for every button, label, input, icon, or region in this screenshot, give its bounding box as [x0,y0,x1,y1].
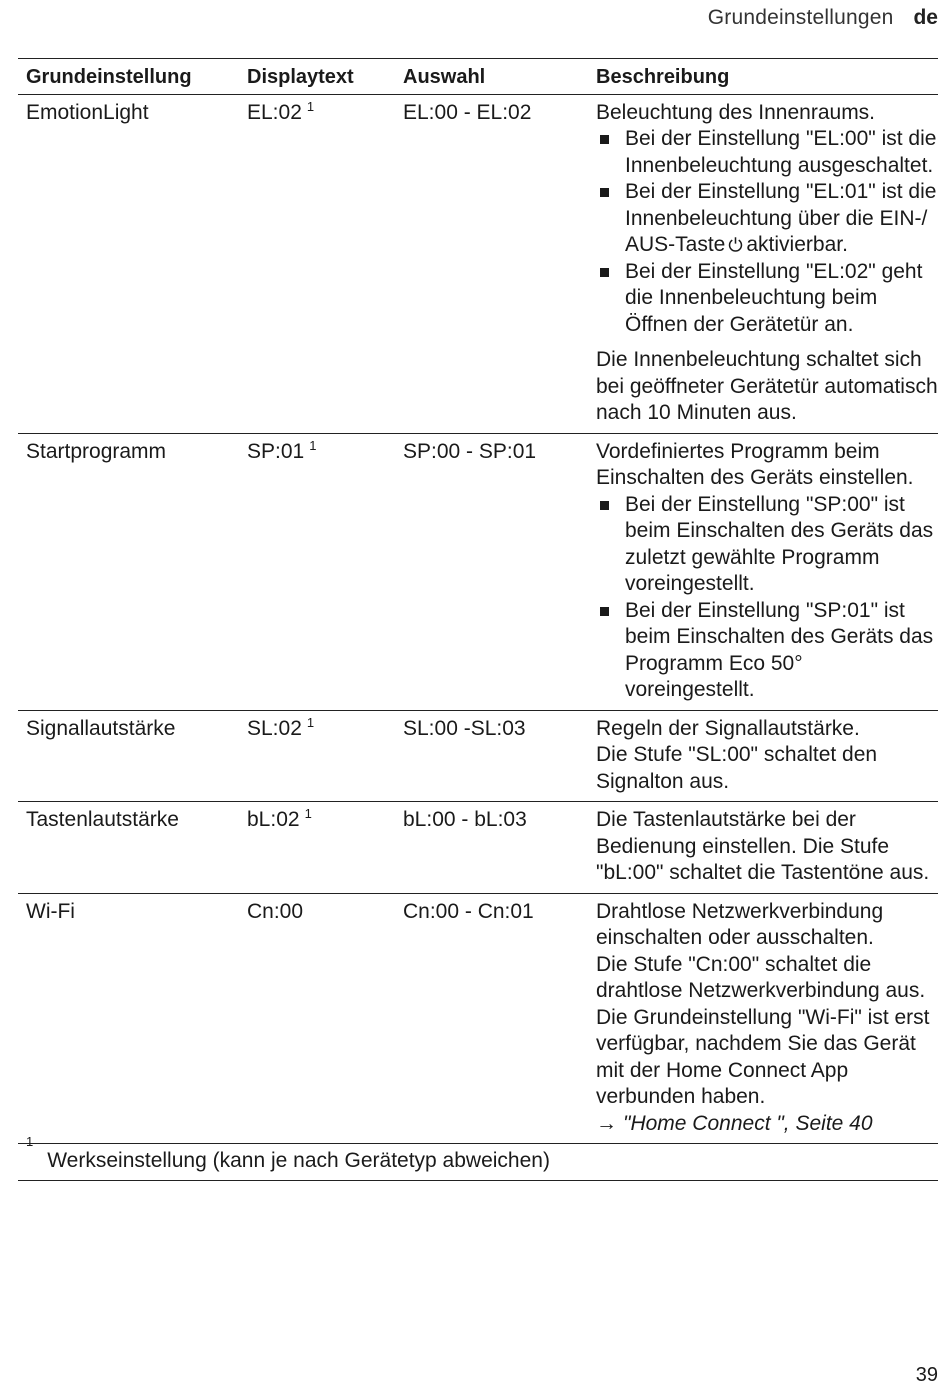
language-code: de [913,6,938,29]
description-line: Regeln der Signallautstärke. [596,716,860,740]
display-text: EL:02 $^1$ [247,98,315,124]
footnote-ref: 1 [309,437,317,453]
bullet-item: Bei der Einstellung "SP:01" ist beim Einschalten des Geräts das Programm Eco 50° voreingestellt. [596,598,938,704]
description-note: Die Innenbeleuchtung schaltet sich bei geöffneter Gerätetür automatisch nach 10 Minuten aus. [596,348,938,424]
footnote-text: Werkseinstellung (kann je nach Gerätetyp abweichen) [47,1149,550,1172]
bullet-item: Bei der Einstellung "EL:00" ist die Innenbeleuchtung ausgeschaltet. [596,126,938,179]
footnote-ref: 1 [304,806,312,821]
description [596,894,938,1144]
setting-name: EmotionLight [26,100,149,124]
column-header-description: Beschreibung [596,66,730,88]
table-row [18,711,938,803]
display-text: SP:01 $^1$ [247,437,317,463]
selection-range: bL:00 - bL:03 [403,808,527,831]
section-title: Grundeinstellungen [707,6,894,29]
page-header [708,6,938,30]
footnote-ref: 1 [306,98,315,114]
power-icon [727,236,744,253]
description-line: Die Grundeinstellung "Wi-Fi" ist erst verfügbar, nachdem Sie das Gerät mit der Home Connect App verbunden haben. [596,1005,930,1108]
display-text: Cn:00 [247,899,304,923]
selection-range: SP:00 - SP:01 [403,439,537,463]
settings-table [18,58,938,1181]
display-text: bL:02 $^1$ [247,806,312,831]
arrow-right-icon: → [596,1111,617,1135]
description [596,711,938,802]
footnote-mark: 1 [26,1134,34,1149]
footnote [18,1134,938,1181]
bullet-list [596,492,938,704]
column-header-setting: Grundeinstellung [26,66,192,88]
table-row [18,894,938,1145]
description-line: Drahtlose Netzwerkverbindung einschalten oder ausschalten. [596,899,884,949]
bullet-list [596,126,938,338]
description [596,95,938,433]
description-intro: Beleuchtung des Innenraums. [596,100,876,124]
display-text: SL:02 $^1$ [247,714,315,740]
description [596,802,938,893]
selection-range: EL:00 - EL:02 [403,100,532,124]
page-number: 39 [915,1364,938,1386]
setting-name: Startprogramm [26,439,167,463]
setting-name: Tastenlautstärke [26,808,179,831]
bullet-item: Bei der Einstellung "SP:00" ist beim Einschalten des Geräts das zuletzt gewählte Programm voreingestellt. [596,492,938,598]
selection-range: SL:00 -SL:03 [403,716,526,740]
description [596,434,938,710]
setting-name: Wi-Fi [26,899,75,923]
setting-name: Signallautstärke [26,716,176,740]
description-line: Die Tastenlautstärke bei der Bedienung einstellen. Die Stufe "bL:00" schaltet die Tastentöne aus. [596,808,930,884]
table-row [18,802,938,894]
table-header-row [18,59,938,95]
table-row [18,95,938,434]
table-row [18,434,938,711]
cross-reference-link[interactable]: → "Home Connect ", Seite 40 [596,1111,873,1135]
bullet-item: Bei der Einstellung "EL:02" geht die Innenbeleuchtung beim Öffnen der Gerätetür an. [596,259,938,339]
footnote-ref: 1 [306,714,315,730]
bullet-item: Bei der Einstellung "EL:01" ist die Innenbeleuchtung über die EIN-/ AUS-Taste aktivierbar. [596,179,938,259]
description-line: Die Stufe "SL:00" schaltet den Signalton aus. [596,743,878,793]
selection-range: Cn:00 - Cn:01 [403,899,534,923]
column-header-selection: Auswahl [403,66,486,88]
description-line: Die Stufe "Cn:00" schaltet die drahtlose Netzwerkverbindung aus. [596,952,926,1002]
column-header-display: Displaytext [247,66,354,88]
description-intro: Vordefiniertes Programm beim Einschalten des Geräts einstellen. [596,439,914,489]
